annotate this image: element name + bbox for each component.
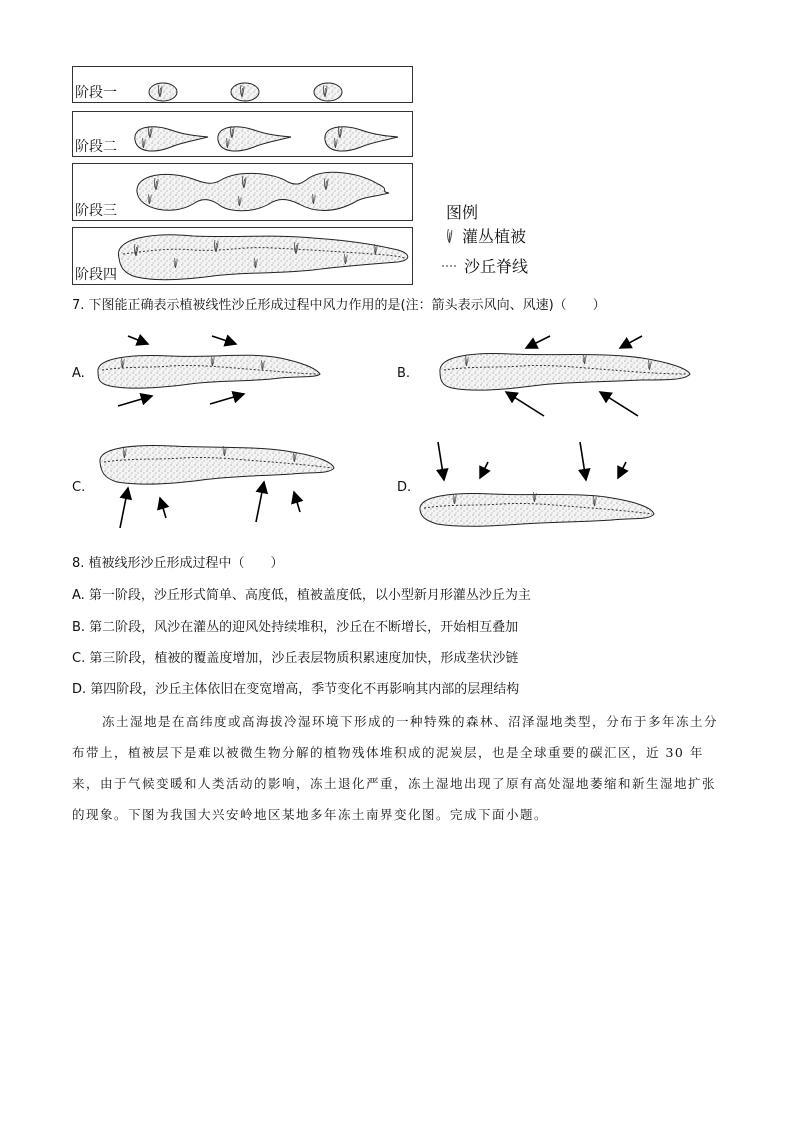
passage-line: 布带上，植被层下是难以被微生物分解的植物残体堆积成的泥炭层，也是全球重要的碳汇区，近 30 年 xyxy=(72,745,704,760)
legend-label: 沙丘脊线 xyxy=(464,257,529,276)
passage-line: 冻土湿地是在高纬度或高海拔冷湿环境下形成的一种特殊的森林、沼泽湿地类型，分布于多年冻土分 xyxy=(102,714,719,729)
stage-label: 阶段一 xyxy=(75,85,117,101)
option-c-figure xyxy=(92,440,342,532)
passage-line: 来，由于气候变暖和人类活动的影响，冻土退化严重，冻土湿地出现了原有高处湿地萎缩和新生湿地扩张 xyxy=(72,776,717,791)
stage-2-dunes xyxy=(73,112,414,158)
question-8-option-c: C. 第三阶段，植被的覆盖度增加，沙丘表层物质积累速度加快，形成垄状沙链 xyxy=(72,651,519,666)
stage-2-panel xyxy=(72,111,413,157)
stage-4-dunes xyxy=(73,228,414,286)
option-b-label: B. xyxy=(397,366,411,381)
stage-3-dunes xyxy=(73,164,414,222)
question-7-text: 7. 下图能正确表示植被线性沙丘形成过程中风力作用的是(注：箭头表示风向、风速)（ ） xyxy=(72,298,606,313)
option-a-label: A. xyxy=(72,366,85,381)
stage-1-panel xyxy=(72,66,413,103)
option-c-label: C. xyxy=(72,480,86,495)
stage-1-dunes xyxy=(73,67,414,104)
question-8-option-a: A. 第一阶段，沙丘形式简单、高度低，植被盖度低，以小型新月形灌丛沙丘为主 xyxy=(72,588,531,603)
shrub-icon xyxy=(442,228,456,244)
legend-label: 灌丛植被 xyxy=(462,227,527,246)
legend-item-shrub xyxy=(442,224,526,247)
question-8-option-d: D. 第四阶段，沙丘主体依旧在变宽增高，季节变化不再影响其内部的层理结构 xyxy=(72,682,520,697)
question-8-text: 8. 植被线形沙丘形成过程中（ ） xyxy=(72,556,284,571)
legend-item-ridge xyxy=(442,254,528,277)
option-b-figure xyxy=(432,330,702,420)
option-d-figure xyxy=(412,436,662,540)
stage-3-panel xyxy=(72,163,413,221)
option-a-figure xyxy=(90,330,330,415)
ridge-line-icon xyxy=(442,261,458,271)
option-d-label: D. xyxy=(397,480,412,495)
question-8-option-b: B. 第二阶段，风沙在灌丛的迎风处持续堆积，沙丘在不断增长，开始相互叠加 xyxy=(72,620,519,635)
stage-label: 阶段四 xyxy=(75,267,117,283)
legend-title: 图例 xyxy=(446,203,479,222)
reading-passage xyxy=(72,706,722,830)
stage-4-panel xyxy=(72,227,413,285)
passage-line: 的现象。下图为我国大兴安岭地区某地多年冻土南界变化图。完成下面小题。 xyxy=(72,807,549,822)
stage-label: 阶段二 xyxy=(75,139,117,155)
stage-label: 阶段三 xyxy=(75,203,117,219)
